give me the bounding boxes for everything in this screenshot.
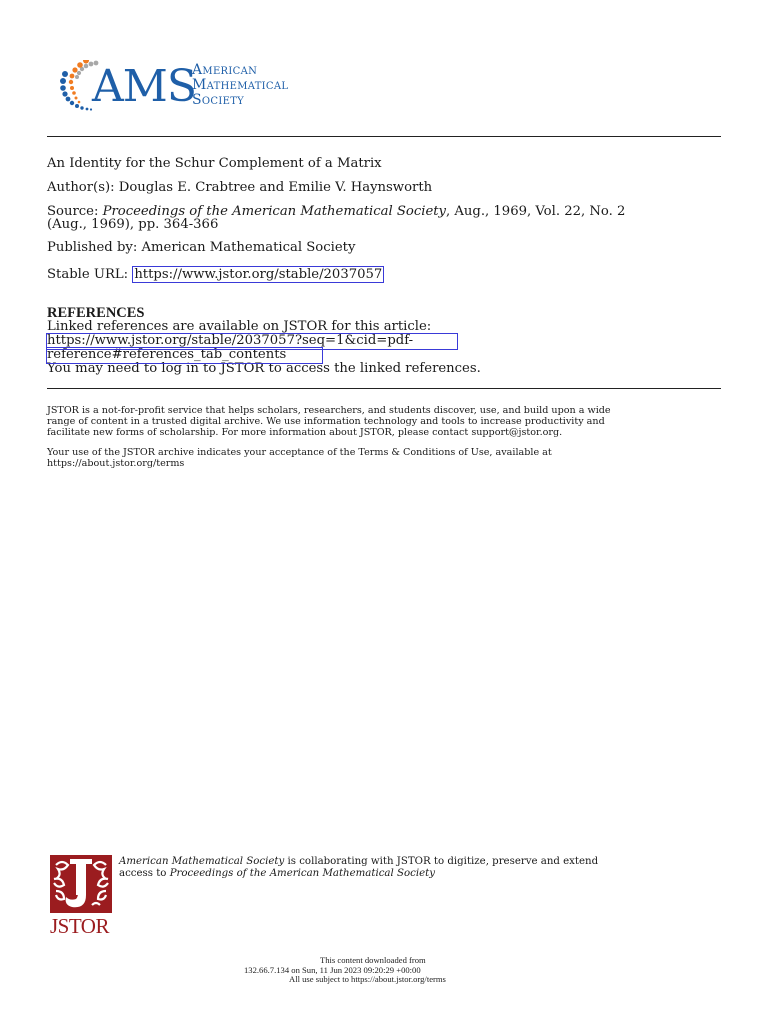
references-login-note: You may need to log in to JSTOR to access the linked references. bbox=[47, 361, 481, 376]
references-intro: Linked references are available on JSTOR for this article: bbox=[47, 319, 432, 334]
footer-line-3: All use subject to https://about.jstor.org/terms bbox=[289, 974, 446, 984]
source-details: , Aug., 1969, Vol. 22, No. 2 bbox=[446, 204, 626, 219]
authors-label: Author(s): bbox=[47, 180, 115, 195]
top-divider bbox=[47, 136, 721, 137]
jstor-ornament-icon bbox=[50, 855, 112, 913]
source-pages: (Aug., 1969), pp. 364-366 bbox=[47, 217, 219, 232]
ams-abbr: AMS bbox=[92, 61, 196, 112]
stable-url-line bbox=[47, 267, 384, 283]
jstor-wordmark: JSTOR bbox=[50, 914, 109, 938]
stable-url-label: Stable URL: bbox=[47, 267, 129, 282]
references-link-part1[interactable]: https://www.jstor.org/stable/2037057?seq=1&cid=pdf- bbox=[47, 333, 414, 348]
collab-org: American Mathematical Society bbox=[119, 856, 285, 867]
ams-logo bbox=[60, 60, 330, 116]
authors-line bbox=[47, 180, 432, 196]
jstor-logo bbox=[50, 855, 114, 937]
jstor-notice-para2: Your use of the JSTOR archive indicates your acceptance of the Terms & Conditions of Use, available at https://about.jstor.org/terms bbox=[47, 447, 552, 469]
stable-url-link[interactable]: https://www.jstor.org/stable/2037057 bbox=[134, 267, 383, 282]
source-journal: Proceedings of the American Mathematical Society bbox=[102, 204, 446, 219]
collab-journal: Proceedings of the American Mathematical Society bbox=[169, 868, 435, 879]
footer-line-2: 132.66.7.134 on Sun, 11 Jun 2023 09:20:29 +00:00 bbox=[244, 964, 421, 975]
publisher-value: American Mathematical Society bbox=[141, 240, 356, 255]
authors-value: Douglas E. Crabtree and Emilie V. Haynsworth bbox=[118, 180, 433, 195]
references-link-box-2[interactable] bbox=[46, 347, 323, 364]
collaboration-statement: American Mathematical Society is collaborating with JSTOR to digitize, preserve and extend access to Proceedings of the American Mathematical Society bbox=[119, 856, 599, 879]
article-title: An Identity for the Schur Complement of a Matrix bbox=[47, 156, 382, 171]
publisher-label: Published by: bbox=[47, 240, 138, 255]
source-label: Source: bbox=[47, 204, 99, 219]
ams-full-name: American Mathematical Society bbox=[192, 62, 289, 108]
middle-divider bbox=[47, 388, 721, 389]
jstor-notice-para1: JSTOR is a not-for-profit service that helps scholars, researchers, and students discover, use, and build upon a wide range of content in a trusted digital archive. We use information technology and tools to increase productivity and facilitate new forms of scholarship. For more information about JSTOR, please contact support@jstor.org. bbox=[47, 405, 611, 438]
terms-link[interactable]: https://about.jstor.org/terms bbox=[47, 458, 185, 469]
references-link-part2[interactable]: reference#references_tab_contents bbox=[47, 347, 287, 362]
footer-line-1: This content downloaded from bbox=[320, 955, 426, 965]
references-heading: REFERENCES bbox=[47, 305, 145, 321]
publisher-line bbox=[47, 240, 355, 256]
